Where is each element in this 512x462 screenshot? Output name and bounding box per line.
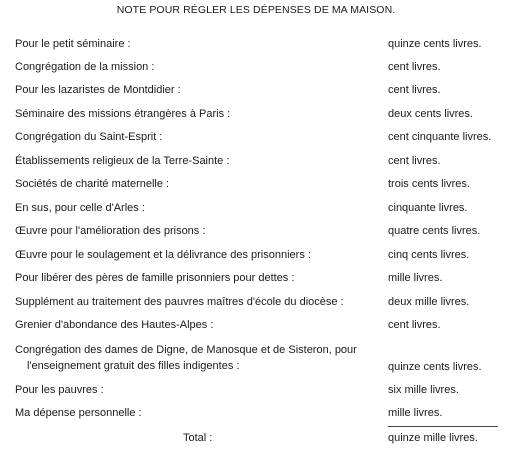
expense-label: Congrégation de la mission : [15,61,155,73]
total-divider [388,426,498,427]
expense-amount: six mille livres. [388,384,459,396]
expense-label [15,342,385,374]
expense-amount: trois cents livres. [388,178,470,190]
expense-amount: cent cinquante livres. [388,131,492,143]
expense-amount: deux mille livres. [388,296,470,308]
total-amount: quinze mille livres. [388,432,478,444]
document-title: NOTE POUR RÉGLER LES DÉPENSES DE MA MAISON. [116,4,396,16]
expense-label: Pour les pauvres : [15,384,104,396]
expense-amount: quinze cents livres. [388,38,482,50]
expense-amount: deux cents livres. [388,108,473,120]
expense-amount: quinze cents livres. [388,361,482,373]
expense-label: Pour le petit séminaire : [15,38,131,50]
expense-amount: cinquante livres. [388,202,468,214]
expense-amount: cinq cents livres. [388,249,470,261]
expense-label: Ma dépense personnelle : [15,407,142,419]
expense-label: Établissements religieux de la Terre-Sainte : [15,155,230,167]
expense-label: Pour les lazaristes de Montdidier : [15,84,181,96]
expense-amount: cent livres. [388,84,441,96]
expense-label: Pour libérer des pères de famille prisonniers pour dettes : [15,272,295,284]
expense-label: Œuvre pour l'amélioration des prisons : [15,225,206,237]
expense-label: Supplément au traitement des pauvres maîtres d'école du diocèse : [15,296,344,308]
expense-label: Grenier d'abondance des Hautes-Alpes : [15,319,214,331]
total-label: Total : [183,432,213,444]
expense-amount: cent livres. [388,319,441,331]
expense-amount: cent livres. [388,61,441,73]
expense-label: Œuvre pour le soulagement et la délivrance des prisonniers : [15,249,311,261]
expense-amount: quatre cents livres. [388,225,481,237]
expense-label: Séminaire des missions étrangères à Paris : [15,108,231,120]
expense-label-line: Congrégation des dames de Digne, de Manosque et de Sisteron, pour [15,344,357,356]
expense-amount: mille livres. [388,272,443,284]
expense-label: Congrégation du Saint-Esprit : [15,131,163,143]
expense-label: En sus, pour celle d'Arles : [15,202,145,214]
expense-amount: cent livres. [388,155,441,167]
expense-amount: mille livres. [388,407,443,419]
expense-label-line: l'enseignement gratuit des filles indigentes : [27,360,240,372]
expense-label: Sociétés de charité maternelle : [15,178,170,190]
